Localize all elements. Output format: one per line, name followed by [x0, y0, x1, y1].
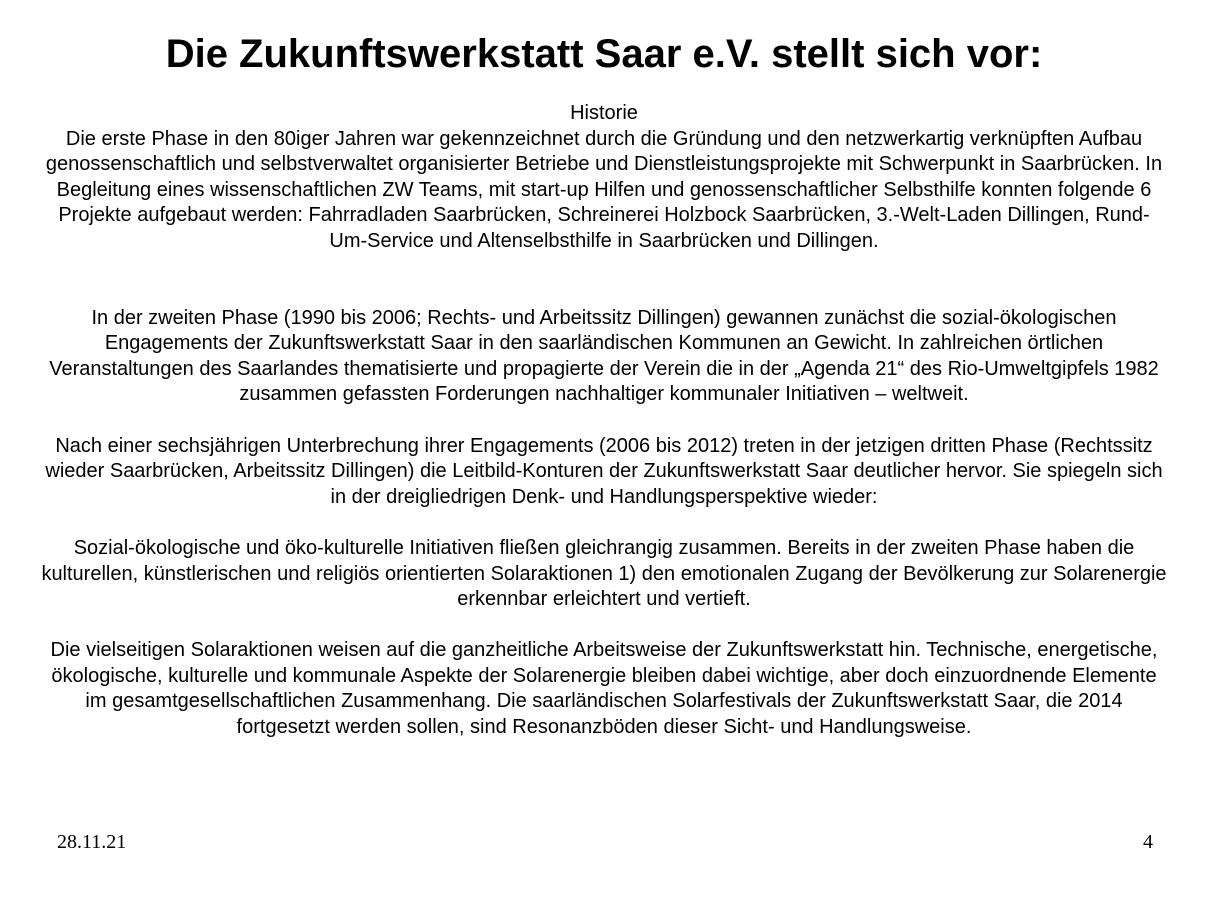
paragraph-solar-actions: Die vielseitigen Solaraktionen weisen auf die ganzheitliche Arbeitsweise der Zukunftswerkstatt hin. Technische, energetische, ökologische, kulturelle und kommunale Aspekte der Solarenergie bleiben dabei wichtige, aber doch einzuordnende Elemente im gesamtgesellschaftlichen Zusammenhang. Die saarländischen Solarfestivals der Zukunftswerkstatt Saar, die 2014 fortgesetzt werden sollen, sind Resonanzböden dieser Sicht- und Handlungsweise. — [50, 639, 1158, 739]
section-heading: Historie — [570, 102, 638, 124]
paragraph-phase-two: In der zweiten Phase (1990 bis 2006; Rechts- und Arbeitssitz Dillingen) gewannen zunächst die sozial-ökologischen Engagements der Zukunftswerkstatt Saar in den saarländischen Kommunen an Gewicht. In zahlreichen örtlichen Veranstaltungen des Saarlandes thematisierte und propagierte der Verein die in der „Agenda 21“ des Rio-Umweltgipfels 1982 zusammen gefassten Forderungen nachhaltiger kommunaler Initiativen – weltweit. — [49, 306, 1159, 406]
paragraph-spacer — [40, 408, 1168, 434]
page-number: 4 — [1143, 831, 1153, 853]
paragraph-phase-three: Nach einer sechsjährigen Unterbrechung ihrer Engagements (2006 bis 2012) treten in der jetzigen dritten Phase (Rechtssitz wieder Saarbrücken, Arbeitssitz Dillingen) die Leitbild-Konturen der Zukunftswerkstatt Saar deutlicher hervor. Sie spiegeln sich in der dreigliedrigen Denk- und Handlungsperspektive wieder: — [45, 434, 1163, 508]
paragraph-spacer — [40, 613, 1168, 639]
slide-title: Die Zukunftswerkstatt Saar e.V. stellt sich vor: — [165, 32, 1043, 76]
paragraph-spacer — [40, 255, 1168, 306]
footer-date: 28.11.21 — [57, 831, 127, 853]
paragraph-spacer — [40, 510, 1168, 536]
slide-body — [40, 101, 1168, 741]
paragraph-phase-one: Die erste Phase in den 80iger Jahren war gekennzeichnet durch die Gründung und den netzwerkartig verknüpften Aufbau genossenschaftlich und selbstverwaltet organisierter Betriebe und Dienstleistungsprojekte mit Schwerpunkt in Saarbrücken. In Begleitung eines wissenschaftlichen ZW Teams, mit start-up Hilfen und genossenschaftlicher Selbsthilfe konnten folgende 6 Projekte aufgebaut werden: Fahrradladen Saarbrücken, Schreinerei Holzbock Saarbrücken, 3.-Welt-Laden Dillingen, Rund-Um-Service und Altenselbsthilfe in Saarbrücken und Dillingen. — [45, 127, 1163, 252]
paragraph-initiatives: Sozial-ökologische und öko-kulturelle Initiativen fließen gleichrangig zusammen. Bereits in der zweiten Phase haben die kulturellen, künstlerischen und religiös orientierten Solaraktionen 1) den emotionalen Zugang der Bevölkerung zur Solarenergie erkennbar erleichtert und vertieft. — [41, 536, 1167, 611]
